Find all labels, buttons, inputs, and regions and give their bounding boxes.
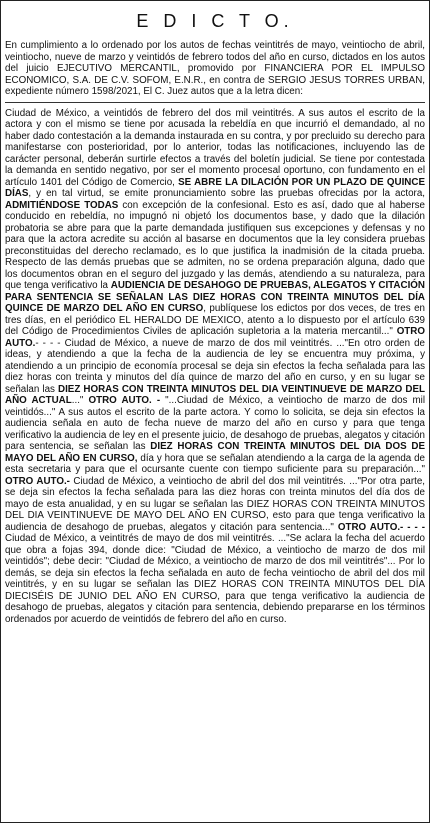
edict-bold-segment: DIEZ HORAS CON TREINTA MINUTOS DEL DIA DOS DE MAYO DEL AÑO EN CURSO, — [5, 441, 426, 464]
edict-bold-segment: OTRO AUTO.- - - - — [337, 521, 425, 533]
edict-bold-segment: OTRO AUTO. - — [88, 395, 161, 406]
edict-title: E D I C T O. — [136, 11, 294, 31]
edict-text-segment: ..." — [71, 395, 89, 406]
edict-bold-segment: AUDIENCIA DE DESAHOGO DE PRUEBAS, ALEGATOS Y CITACIÓN PARA SENTENCIA SE SEÑALAN LAS DIEZ HORAS CON TREINTA MINUTOS DEL DÍA QUINCE DE MARZO DEL AÑO EN CURSO — [5, 280, 425, 314]
edict-text-segment: con excepción de la confesional. Esto es así, dado que al haberse conducido en rebeldía, no impugnó ni objetó los documentos base, y dado que la dilación probatoria se abre para que la parte demandada justifiquen sus excepciones y defensas y no para que la actora acredite su acción al basarse en documentos que la ley considera pruebas preconstituidas del derecho reclamado, es lo que justifica la inadmisión de la citada prueba. Respecto de las demás pruebas que se admiten, no se ordena preparación alguna, dado que los documentos obran en el seguro del juzgado y las demás, atendiendo a su naturaleza, para que tenga verificativo la — [5, 199, 425, 291]
edict-text-segment: , publíquese los edictos por dos veces, de tres en tres días, en el periódico EL HERALDO DE MEXICO, atento a lo dispuesto por el artículo 639 del Código de Procedimientos Civiles de aplicación supletoria a la materia mercantil..." — [5, 303, 425, 337]
edict-bold-segment: DIEZ HORAS CON TREINTA MINUTOS DEL DIA VEINTINUEVE DE MARZO DEL AÑO ACTUAL — [5, 383, 425, 406]
edict-text-segment: Ciudad de México, a veintitrés de mayo de dos mil veintitrés. ..."Se aclara la fecha del acuerdo que obra a fojas 394, donde dice: "Ciudad de México, a veintiocho de marzo de dos mil veintidós"; debe decir: "Ciudad de México, a veintiocho de marzo de dos mil veintitrés"... Por lo demás, se deja sin efectos la fecha señalada en auto de fecha veintiocho de abril del dos mil veintitrés, y en su lugar se señalan las DIEZ HORAS CON TREINTA MINUTOS DEL DÍA DIECISÉIS DE JUNIO DEL AÑO EN CURSO, para que tenga verificativo la audiencia de desahogo de pruebas, alegatos y citación para sentencia, debiendo prepararse en los términos ordenados por acuerdo de veintidós de febrero del año en curso. — [5, 533, 425, 625]
edict-text-segment: , y en tal virtud, se emite pronunciamiento sobre las pruebas ofrecidas por la actora, — [28, 188, 425, 199]
edict-bold-segment: SE ABRE LA DILACIÓN POR UN PLAZO DE QUINCE DÍAS — [5, 176, 425, 199]
edict-bold-segment: OTRO AUTO.- — [5, 475, 70, 487]
edict-text-segment: día y hora que se señalan atendiendo a la carga de la agenda de esta secretaria y para que el ocursante cuente con tiempo suficiente para su preparación..." — [5, 452, 426, 475]
edict-text-segment: "...Ciudad de México, a veintiocho de marzo de dos mil veintidós..." A sus autos el escrito de la parte actora. Y como lo solicita, se deja sin efectos la audiencia señala en auto de fecha nueve de marzo del año en curso y para que tenga verificativo la audiencia de ley en el presente juicio, de desahogo de pruebas, alegatos y citación para sentencia, se señalan las — [5, 395, 425, 452]
edict-bold-segment: OTRO AUTO. — [5, 326, 425, 349]
edict-body-paragraph — [5, 108, 425, 626]
edict-intro-paragraph: En cumplimiento a lo ordenado por los autos de fechas veintitrés de mayo, veintiocho de abril, veintiocho, nueve de marzo y veintidós de febrero todos del año en curso, dictados en los autos del juicio EJECUTIVO MERCANTIL, promovido por FINANCIERA POR EL IMPULSO ECONOMICO, S.A. DE C.V. SOFOM, E.N.R., en contra de SERGIO JESUS TORRES URBAN, expediente número 1598/2021, El C. Juez autos que a la letra dicen: — [5, 40, 425, 103]
edict-text-segment: - - - - Ciudad de México, a nueve de marzo de dos mil veintitrés. ..."En otro orden de ideas, y atendiendo a que la fecha de la audiencia de ley se encuentra muy próxima, y atendiendo a un principio de economía procesal se deja sin efectos la fecha señalada para las diez horas con treinta y minutos del día quince de marzo del año en curso, y en su lugar se señalan las — [5, 337, 425, 395]
edict-bold-segment: ADMITIÉNDOSE TODAS — [5, 199, 119, 211]
edict-text-segment: Ciudad de México, a veintiocho de abril del dos mil veintitrés. ..."Por otra parte, se deja sin efectos la fecha señalada para las diez horas con treinta minutos del día dos de mayo de esta anualidad, y en su lugar se señalan las DIEZ HORAS CON TREINTA MINUTOS DEL DIA VEINTINUEVE DE MAYO DEL AÑO EN CURSO, esto para que tenga verificativo la audiencia de desahogo de pruebas, alegatos y citación para sentencia..." — [5, 475, 425, 533]
edict-text-segment: Ciudad de México, a veintidós de febrero del dos mil veintitrés. A sus autos el escrito de la actora y con el mismo se tiene por acusada la rebeldía en que incurrió el demandado, al no haber dado contestación a la demanda instaurada en su contra, y por precluido su derecho para manifestarse con posterioridad, por lo anterior, todas las notificaciones, incluyendo las de carácter personal, deberán surtirle efectos a través del boletín judicial. Se tiene por contestada la demanda en sentido negativo, por ser el momento procesal oportuno, con fundamento en el artículo 1401 del Código de Comercio, — [5, 107, 425, 188]
